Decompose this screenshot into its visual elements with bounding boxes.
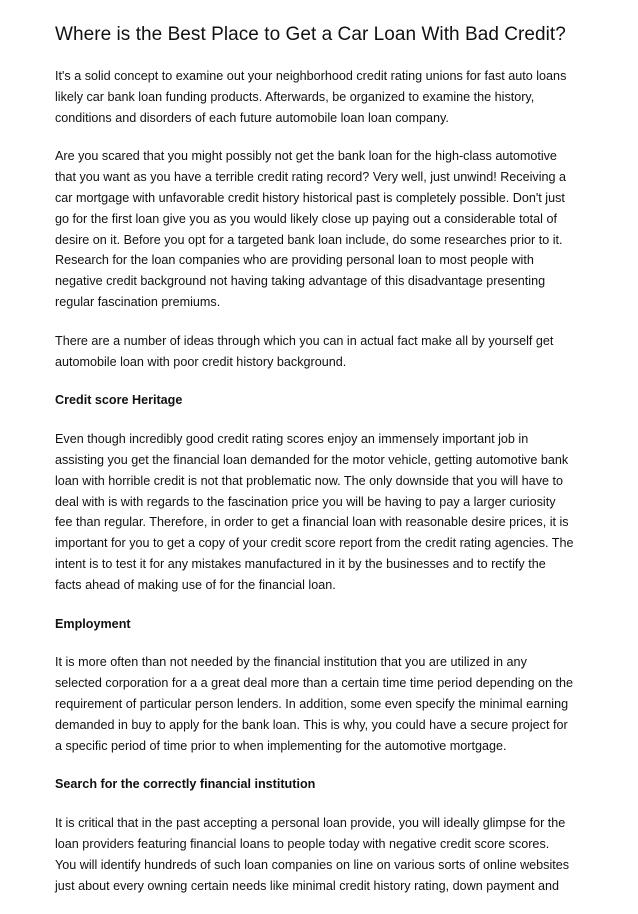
text-line: automobile loan with poor credit history background. xyxy=(55,354,347,369)
text-line: selected corporation for a a great deal more than a certain time time period depending on the xyxy=(55,676,574,691)
document-title: Where is the Best Place to Get a Car Loan With Bad Credit? xyxy=(55,24,566,45)
section-heading-text: Employment xyxy=(55,616,131,631)
text-line: You will identify hundreds of such loan companies on line on various sorts of online websites xyxy=(55,857,570,872)
text-line: a specific period of time prior to when implementing for the automotive mortgage. xyxy=(55,738,507,753)
text-line: intent is to test it for any mistakes manufactured in it by the businesses and to rectify the xyxy=(55,556,546,571)
section-heading xyxy=(55,774,595,795)
paragraph xyxy=(55,66,595,128)
text-line: loan with horrible credit is not that problematic now. The only downside that you will have to xyxy=(55,473,563,488)
text-line: likely car bank loan funding products. Afterwards, be organized to examine the history, xyxy=(55,89,535,104)
text-line: It is critical that in the past accepting a personal loan provide, you will ideally glimpse for the xyxy=(55,816,566,831)
text-line: that you want as you have a terrible credit rating record? Very well, just unwind! Receiving a xyxy=(55,170,567,185)
text-line: conditions and disorders of each future automobile loan loan company. xyxy=(55,110,449,125)
paragraph xyxy=(55,652,595,756)
text-line: loan providers featuring financial loans to people today with negative credit score scores. xyxy=(55,836,550,851)
paragraph xyxy=(55,813,595,896)
text-line: Research for the loan companies who are providing personal loan to most people with xyxy=(55,253,534,268)
section-heading xyxy=(55,390,595,411)
paragraph xyxy=(55,429,595,595)
text-line: desire on it. Before you opt for a targeted bank loan include, do some researches prior to it. xyxy=(55,232,563,247)
text-line: deal with is with regards to the fascination price you will be having to pay a larger curiosity xyxy=(55,494,556,509)
text-line: fee than regular. Therefore, in order to get a financial loan with reasonable desire prices, it is xyxy=(55,515,569,530)
paragraph xyxy=(55,331,595,373)
paragraph xyxy=(55,146,595,312)
text-line: facts ahead of making use of for the financial loan. xyxy=(55,577,336,592)
text-line: requirement of particular person lenders. In addition, some even specify the minimal earning xyxy=(55,696,569,711)
text-line: go for the first loan give you as you would likely close up paying out a considerable total of xyxy=(55,211,557,226)
text-line: It is more often than not needed by the financial institution that you are utilized in any xyxy=(55,655,527,670)
text-line: important for you to get a copy of your credit score report from the credit rating agencies. The xyxy=(55,536,574,551)
text-line: There are a number of ideas through which you can in actual fact make all by yourself get xyxy=(55,333,554,348)
section-heading-text: Credit score Heritage xyxy=(55,393,183,408)
text-line: It's a solid concept to examine out your neighborhood credit rating unions for fast auto loans xyxy=(55,69,567,83)
section-heading xyxy=(55,614,595,635)
text-line: just about every owning certain needs like minimal credit history rating, down payment and xyxy=(55,878,560,893)
text-line: Are you scared that you might possibly not get the bank loan for the high-class automotive xyxy=(55,149,557,164)
text-line: negative credit background not having taking advantage of this disadvantage presenting xyxy=(55,274,546,289)
section-heading-text: Search for the correctly financial institution xyxy=(55,777,316,792)
text-line: regular fascination premiums. xyxy=(55,294,221,309)
text-line: car mortgage with unfavorable credit history historical past is completely possible. Don't just xyxy=(55,190,565,205)
text-line: demanded in buy to apply for the bank loan. This is why, you could have a secure project for xyxy=(55,717,568,732)
text-line: assisting you get the financial loan demanded for the motor vehicle, getting automotive bank xyxy=(55,452,569,467)
document-page xyxy=(55,22,595,914)
text-line: Even though incredibly good credit rating scores enjoy an immensely important job in xyxy=(55,432,529,447)
